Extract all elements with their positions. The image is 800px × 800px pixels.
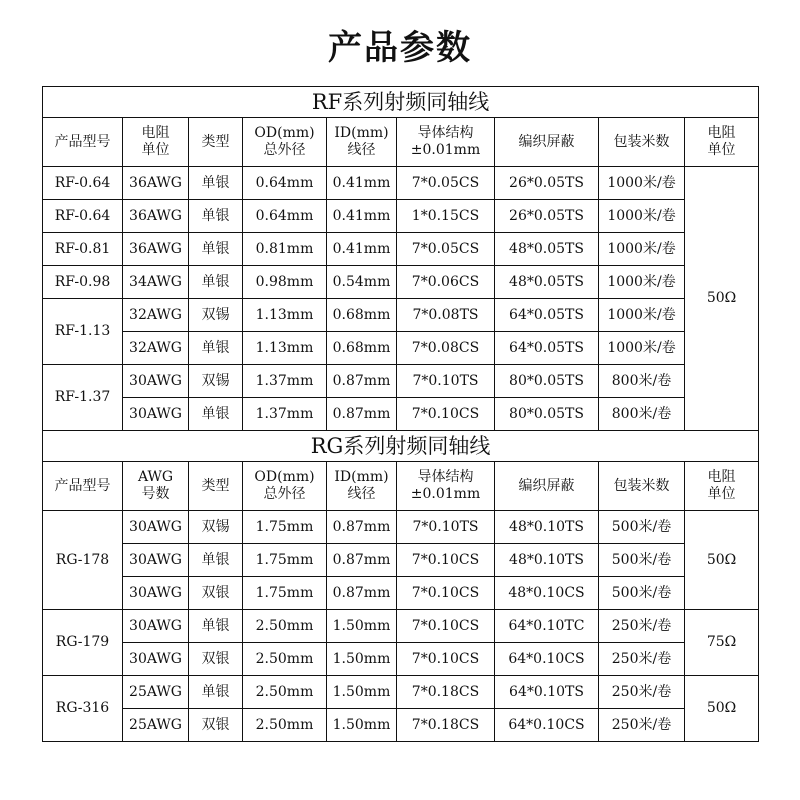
rg-header-line1: 类型 — [201, 477, 230, 494]
rf-type-cell: 单银 — [189, 233, 243, 266]
rf-section-title: RF系列射频同轴线 — [43, 87, 759, 118]
rg-model-cell: RG-178 — [43, 511, 123, 610]
rf-od-cell: 1.13mm — [243, 299, 327, 332]
rg-header-line1: ID(mm) — [334, 469, 389, 485]
rf-header-cell — [327, 118, 397, 167]
rf-header-cell — [43, 118, 123, 167]
rf-header-line1: OD(mm) — [254, 125, 315, 141]
rg-conductor-cell: 7*0.10CS — [397, 610, 495, 643]
rf-type-cell: 单银 — [189, 167, 243, 200]
rg-id-cell: 1.50mm — [327, 610, 397, 643]
rf-awg-cell: 36AWG — [123, 167, 189, 200]
rg-od-cell: 1.75mm — [243, 544, 327, 577]
rf-header-line2: 线径 — [347, 142, 376, 158]
rf-id-cell: 0.87mm — [327, 398, 397, 431]
rf-header-cell — [397, 118, 495, 167]
rf-braid-cell: 26*0.05TS — [495, 200, 599, 233]
rf-id-cell: 0.41mm — [327, 200, 397, 233]
rf-pack-cell: 800米/卷 — [599, 365, 685, 398]
rg-pack-cell: 500米/卷 — [599, 577, 685, 610]
rf-od-cell: 1.13mm — [243, 332, 327, 365]
rg-impedance-cell: 50Ω — [685, 676, 759, 742]
rf-braid-cell: 64*0.05TS — [495, 332, 599, 365]
rg-type-cell: 单银 — [189, 610, 243, 643]
rg-type-cell: 双银 — [189, 577, 243, 610]
rf-model-cell: RF-0.98 — [43, 266, 123, 299]
rf-header-cell — [495, 118, 599, 167]
rg-conductor-cell: 7*0.10TS — [397, 511, 495, 544]
rf-impedance-cell: 50Ω — [685, 167, 759, 431]
rg-header-cell — [243, 462, 327, 511]
rg-header-line1: 包装米数 — [613, 477, 670, 494]
rg-header-line2: 总外径 — [263, 486, 306, 502]
rf-braid-cell: 48*0.05TS — [495, 266, 599, 299]
rg-type-cell: 双锡 — [189, 511, 243, 544]
rf-conductor-cell: 7*0.08TS — [397, 299, 495, 332]
rg-id-cell: 1.50mm — [327, 709, 397, 742]
rf-od-cell: 0.81mm — [243, 233, 327, 266]
rf-pack-cell: 1000米/卷 — [599, 299, 685, 332]
rf-header-line1: 产品型号 — [54, 133, 111, 150]
rf-od-cell: 0.98mm — [243, 266, 327, 299]
rg-header-line1: 产品型号 — [54, 477, 111, 494]
spec-table — [42, 86, 759, 742]
rg-awg-cell: 30AWG — [123, 511, 189, 544]
rg-model-cell: RG-316 — [43, 676, 123, 742]
rf-conductor-cell: 7*0.05CS — [397, 167, 495, 200]
rg-conductor-cell: 7*0.10CS — [397, 643, 495, 676]
rf-braid-cell: 48*0.05TS — [495, 233, 599, 266]
rf-awg-cell: 30AWG — [123, 365, 189, 398]
rf-id-cell: 0.54mm — [327, 266, 397, 299]
rg-awg-cell: 30AWG — [123, 577, 189, 610]
rf-awg-cell: 32AWG — [123, 332, 189, 365]
rf-pack-cell: 1000米/卷 — [599, 167, 685, 200]
rg-type-cell: 单银 — [189, 676, 243, 709]
rg-awg-cell: 30AWG — [123, 610, 189, 643]
rg-header-line1: AWG — [137, 469, 174, 485]
rf-id-cell: 0.68mm — [327, 332, 397, 365]
rg-impedance-cell: 50Ω — [685, 511, 759, 610]
rg-header-cell — [327, 462, 397, 511]
rf-conductor-cell: 7*0.10TS — [397, 365, 495, 398]
rf-conductor-cell: 7*0.05CS — [397, 233, 495, 266]
rg-braid-cell: 48*0.10TS — [495, 544, 599, 577]
rg-pack-cell: 500米/卷 — [599, 511, 685, 544]
rf-header-line1: 类型 — [201, 133, 230, 150]
rg-conductor-cell: 7*0.10CS — [397, 544, 495, 577]
rf-header-line1: 编织屏蔽 — [518, 133, 575, 150]
rf-type-cell: 单银 — [189, 332, 243, 365]
rf-model-cell: RF-0.64 — [43, 200, 123, 233]
rg-od-cell: 1.75mm — [243, 511, 327, 544]
rg-model-cell: RG-179 — [43, 610, 123, 676]
rg-od-cell: 2.50mm — [243, 676, 327, 709]
rf-header-cell — [189, 118, 243, 167]
rf-pack-cell: 1000米/卷 — [599, 332, 685, 365]
rg-pack-cell: 250米/卷 — [599, 643, 685, 676]
rf-type-cell: 单银 — [189, 398, 243, 431]
rg-od-cell: 2.50mm — [243, 709, 327, 742]
rf-header-line2: 单位 — [707, 142, 736, 158]
rf-type-cell: 双锡 — [189, 299, 243, 332]
rg-awg-cell: 30AWG — [123, 643, 189, 676]
rg-header-cell — [397, 462, 495, 511]
rg-header-line1: 编织屏蔽 — [518, 477, 575, 494]
rg-braid-cell: 64*0.10TC — [495, 610, 599, 643]
rf-awg-cell: 34AWG — [123, 266, 189, 299]
rg-conductor-cell: 7*0.18CS — [397, 676, 495, 709]
rf-header-cell — [685, 118, 759, 167]
rf-id-cell: 0.87mm — [327, 365, 397, 398]
rf-pack-cell: 800米/卷 — [599, 398, 685, 431]
rf-id-cell: 0.68mm — [327, 299, 397, 332]
rf-braid-cell: 80*0.05TS — [495, 398, 599, 431]
rg-braid-cell: 48*0.10CS — [495, 577, 599, 610]
rg-id-cell: 0.87mm — [327, 544, 397, 577]
rg-awg-cell: 25AWG — [123, 676, 189, 709]
rf-id-cell: 0.41mm — [327, 233, 397, 266]
rg-header-line1: 导体结构 — [417, 469, 474, 485]
rf-header-line2: ±0.01mm — [410, 142, 481, 158]
rg-header-cell — [495, 462, 599, 511]
rg-braid-cell: 64*0.10TS — [495, 676, 599, 709]
rg-id-cell: 0.87mm — [327, 577, 397, 610]
rg-header-line2: ±0.01mm — [410, 486, 481, 502]
rf-pack-cell: 1000米/卷 — [599, 233, 685, 266]
rg-awg-cell: 25AWG — [123, 709, 189, 742]
rf-header-line1: 包装米数 — [613, 133, 670, 150]
rg-conductor-cell: 7*0.18CS — [397, 709, 495, 742]
rg-pack-cell: 500米/卷 — [599, 544, 685, 577]
rg-braid-cell: 64*0.10CS — [495, 643, 599, 676]
rf-header-line2: 单位 — [141, 142, 170, 158]
rf-header-line1: 电阻 — [707, 125, 736, 141]
rf-awg-cell: 36AWG — [123, 200, 189, 233]
rg-section-title: RG系列射频同轴线 — [43, 431, 759, 462]
rf-conductor-cell: 7*0.06CS — [397, 266, 495, 299]
rf-model-cell: RF-0.81 — [43, 233, 123, 266]
page-title: 产品参数 — [328, 28, 472, 68]
rg-type-cell: 双银 — [189, 643, 243, 676]
rf-pack-cell: 1000米/卷 — [599, 200, 685, 233]
rg-od-cell: 2.50mm — [243, 610, 327, 643]
rg-pack-cell: 250米/卷 — [599, 610, 685, 643]
rg-type-cell: 单银 — [189, 544, 243, 577]
rf-conductor-cell: 7*0.08CS — [397, 332, 495, 365]
rf-type-cell: 单银 — [189, 266, 243, 299]
rf-type-cell: 双锡 — [189, 365, 243, 398]
rf-type-cell: 单银 — [189, 200, 243, 233]
rf-braid-cell: 64*0.05TS — [495, 299, 599, 332]
rf-braid-cell: 26*0.05TS — [495, 167, 599, 200]
rf-model-cell: RF-1.37 — [43, 365, 123, 431]
rg-header-line2: 单位 — [707, 486, 736, 502]
rf-od-cell: 1.37mm — [243, 398, 327, 431]
rf-header-cell — [599, 118, 685, 167]
spec-table-body — [43, 87, 759, 742]
rf-braid-cell: 80*0.05TS — [495, 365, 599, 398]
rg-header-cell — [123, 462, 189, 511]
rf-header-cell — [123, 118, 189, 167]
rf-header-line1: ID(mm) — [334, 125, 389, 141]
rf-header-line1: 导体结构 — [417, 125, 474, 141]
rg-impedance-cell: 75Ω — [685, 610, 759, 676]
rg-header-row — [43, 462, 759, 511]
rf-conductor-cell: 1*0.15CS — [397, 200, 495, 233]
rf-od-cell: 1.37mm — [243, 365, 327, 398]
rf-header-line2: 总外径 — [263, 142, 306, 158]
rg-header-cell — [685, 462, 759, 511]
rf-awg-cell: 32AWG — [123, 299, 189, 332]
rf-od-cell: 0.64mm — [243, 167, 327, 200]
rg-header-line2: 线径 — [347, 486, 376, 502]
rg-conductor-cell: 7*0.10CS — [397, 577, 495, 610]
rg-header-line1: OD(mm) — [254, 469, 315, 485]
rg-header-cell — [43, 462, 123, 511]
rf-awg-cell: 36AWG — [123, 233, 189, 266]
rg-header-line2: 号数 — [141, 486, 170, 502]
rg-id-cell: 1.50mm — [327, 676, 397, 709]
rf-od-cell: 0.64mm — [243, 200, 327, 233]
rf-model-cell: RF-0.64 — [43, 167, 123, 200]
rf-model-cell: RF-1.13 — [43, 299, 123, 365]
rg-pack-cell: 250米/卷 — [599, 676, 685, 709]
rf-pack-cell: 1000米/卷 — [599, 266, 685, 299]
rf-awg-cell: 30AWG — [123, 398, 189, 431]
rf-header-line1: 电阻 — [141, 125, 170, 141]
rf-header-cell — [243, 118, 327, 167]
rg-id-cell: 1.50mm — [327, 643, 397, 676]
rg-header-cell — [599, 462, 685, 511]
rg-header-cell — [189, 462, 243, 511]
rf-conductor-cell: 7*0.10CS — [397, 398, 495, 431]
rg-braid-cell: 64*0.10CS — [495, 709, 599, 742]
rg-od-cell: 2.50mm — [243, 643, 327, 676]
rf-id-cell: 0.41mm — [327, 167, 397, 200]
rg-type-cell: 双银 — [189, 709, 243, 742]
rg-od-cell: 1.75mm — [243, 577, 327, 610]
rg-header-line1: 电阻 — [707, 469, 736, 485]
rf-header-row — [43, 118, 759, 167]
rg-pack-cell: 250米/卷 — [599, 709, 685, 742]
rg-id-cell: 0.87mm — [327, 511, 397, 544]
rg-awg-cell: 30AWG — [123, 544, 189, 577]
rg-braid-cell: 48*0.10TS — [495, 511, 599, 544]
